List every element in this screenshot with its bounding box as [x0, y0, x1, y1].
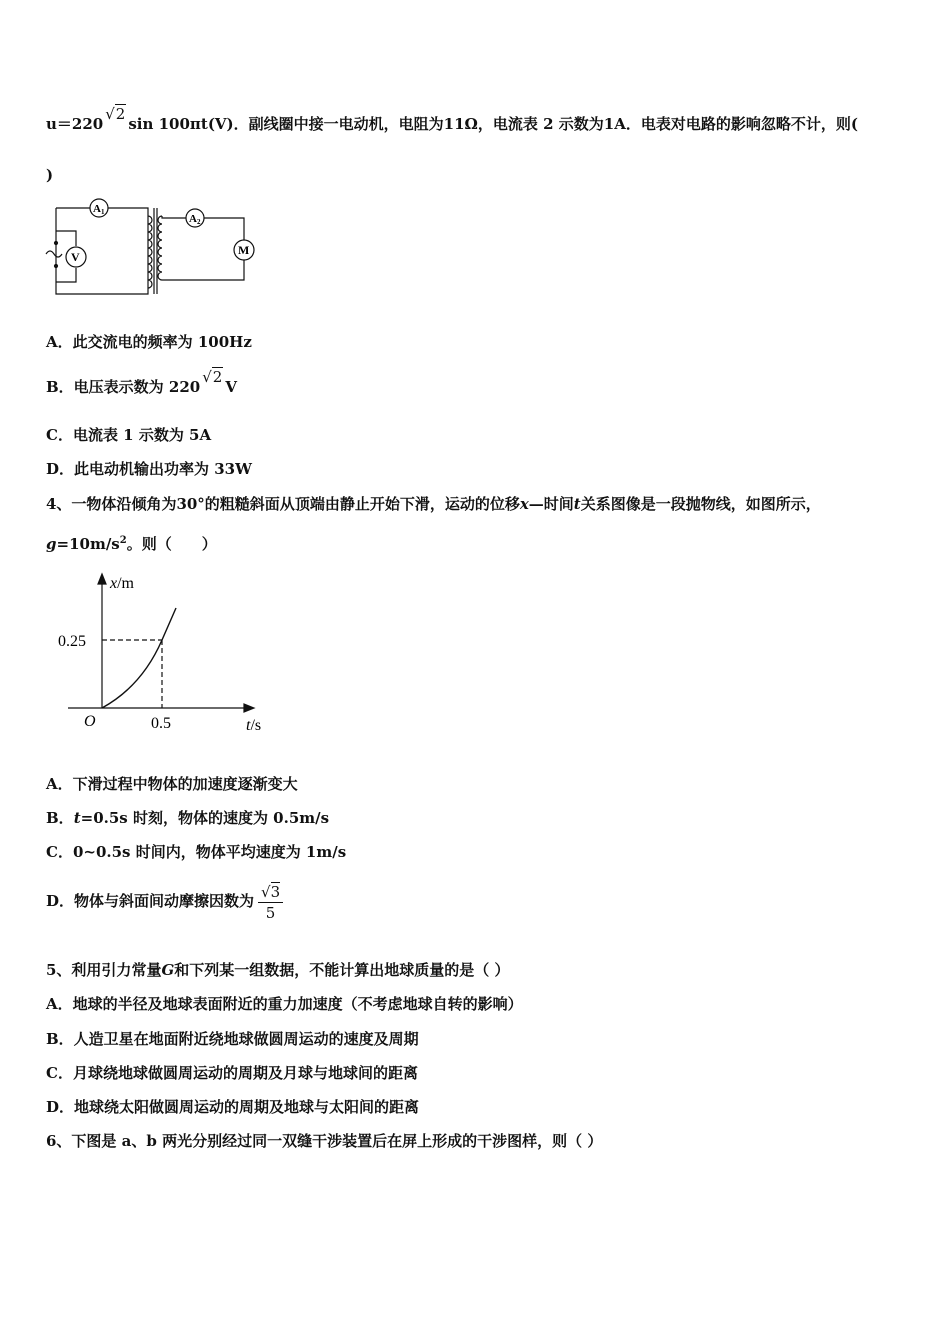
- q3-stem: [46, 105, 858, 134]
- q4-option-d: [46, 878, 283, 924]
- q3-stem-part1: u＝220: [46, 115, 104, 133]
- q4-stem-text2: —时间: [528, 495, 574, 513]
- q3-circuit-diagram: [44, 196, 264, 300]
- q4-stem-line2: [46, 531, 217, 554]
- y-tick-label: 0.25: [58, 633, 86, 650]
- q3-option-b-suffix: V: [225, 378, 237, 396]
- q4-stem-t: t: [573, 495, 581, 513]
- q3-stem-sqrt: √2: [105, 105, 126, 123]
- q5-stem-suffix: 和下列某一组数据，不能计算出地球质量的是（ ）: [174, 961, 510, 979]
- q3-option-d: D．此电动机输出功率为 33W: [46, 460, 252, 478]
- q3-option-c: C．电流表 1 示数为 5A: [46, 426, 212, 444]
- q4-option-c: C．0~0.5s 时间内，物体平均速度为 1m/s: [46, 843, 347, 861]
- q3-stem-close: ): [46, 166, 54, 184]
- q4-stem-sup: 2: [119, 535, 127, 546]
- voltmeter-label: V: [71, 250, 80, 264]
- q4-option-d-fraction: $\frac{√3}{5}$: [258, 882, 283, 923]
- motor-label: M: [238, 243, 250, 257]
- q4-stem-text4: =10m/s: [56, 535, 120, 553]
- q4-option-d-prefix: D．物体与斜面间动摩擦因数为: [46, 892, 255, 910]
- q3-stem-part2: sin 100πt(V)．副线圈中接一电动机，电阻为11Ω，电流表 2 示数为1A．电表对电路的影响忽略不计，则(: [128, 115, 858, 133]
- q4-stem-x: x: [519, 495, 529, 513]
- q4-xt-graph: [50, 570, 280, 740]
- q4-option-b: [46, 808, 329, 828]
- q4-stem-text5: 。则（ ）: [126, 535, 217, 553]
- q5-stem-g: G: [161, 961, 175, 979]
- q4-stem-g: g: [46, 535, 57, 553]
- x-axis-arrow: [244, 704, 254, 712]
- origin-label: O: [84, 713, 96, 730]
- q5-option-a: A．地球的半径及地球表面附近的重力加速度（不考虑地球自转的影响）: [46, 995, 523, 1013]
- x-tick-label: 0.5: [151, 715, 171, 732]
- q5-option-b: B．人造卫星在地面附近绕地球做圆周运动的速度及周期: [46, 1030, 419, 1048]
- xt-curve: [102, 608, 176, 708]
- q3-option-b: [46, 368, 237, 397]
- y-axis-arrow: [98, 574, 106, 584]
- q4-option-b-t: t: [73, 809, 81, 827]
- q4-stem: [46, 494, 821, 514]
- q4-stem-text1: 4、一物体沿倾角为30°的粗糙斜面从顶端由静止开始下滑，运动的位移: [46, 495, 520, 513]
- y-axis-label: x/m: [110, 575, 134, 592]
- q4-option-a: A．下滑过程中物体的加速度逐渐变大: [46, 775, 298, 793]
- q5-stem-prefix: 5、利用引力常量: [46, 961, 162, 979]
- q4-option-b-prefix: B．: [46, 809, 74, 827]
- q5-option-c: C．月球绕地球做圆周运动的周期及月球与地球间的距离: [46, 1064, 418, 1082]
- q3-option-b-sqrt: √2: [202, 368, 223, 386]
- q3-option-a: A．此交流电的频率为 100Hz: [46, 333, 252, 351]
- q3-option-b-prefix: B．电压表示数为 220: [46, 378, 201, 396]
- q4-option-b-suffix: =0.5s 时刻，物体的速度为 0.5m/s: [80, 809, 330, 827]
- x-axis-label: t/s: [246, 717, 262, 734]
- q4-stem-text3: 关系图像是一段抛物线，如图所示，: [580, 495, 821, 513]
- ammeter-2-label: A2: [189, 213, 201, 226]
- q5-option-d: D．地球绕太阳做圆周运动的周期及地球与太阳间的距离: [46, 1098, 420, 1116]
- q6-stem: 6、下图是 a、b 两光分别经过同一双缝干涉装置后在屏上形成的干涉图样，则（ ）: [46, 1132, 603, 1150]
- q5-stem: [46, 960, 510, 980]
- ammeter-1-label: A1: [93, 203, 105, 216]
